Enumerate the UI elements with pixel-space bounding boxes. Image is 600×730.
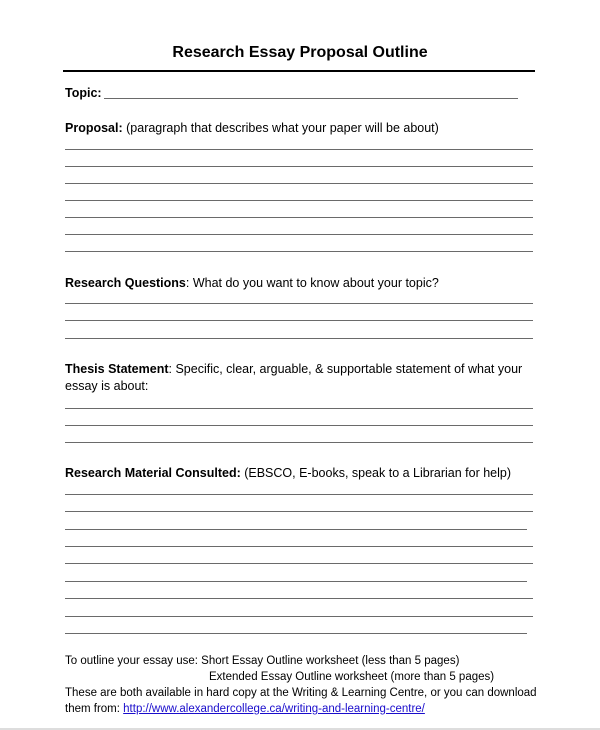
footer-line-1: To outline your essay use: Short Essay Outline worksheet (less than 5 pages) [65, 655, 460, 667]
thesis-heading: Thesis Statement: Specific, clear, arguable, & supportable statement of what your [65, 362, 523, 376]
answer-line[interactable] [65, 183, 533, 184]
answer-line[interactable] [65, 511, 533, 512]
answer-line[interactable] [65, 408, 533, 409]
questions-heading: Research Questions: What do you want to know about your topic? [65, 276, 439, 290]
answer-line[interactable] [65, 320, 533, 321]
answer-line[interactable] [65, 598, 533, 599]
footer-line-2: Extended Essay Outline worksheet (more than 5 pages) [209, 671, 495, 683]
title-divider [63, 70, 535, 72]
material-heading: Research Material Consulted: (EBSCO, E-books, speak to a Librarian for help) [65, 466, 512, 480]
answer-line[interactable] [65, 529, 527, 530]
answer-line[interactable] [65, 581, 527, 582]
writing-centre-link[interactable]: http://www.alexandercollege.ca/writing-and-learning-centre/ [123, 703, 425, 715]
proposal-heading: Proposal: (paragraph that describes what your paper will be about) [65, 121, 439, 135]
answer-line[interactable] [65, 338, 533, 339]
answer-line[interactable] [65, 149, 533, 150]
topic-line[interactable] [104, 98, 518, 99]
answer-line[interactable] [65, 166, 533, 167]
answer-line[interactable] [65, 563, 533, 564]
answer-line[interactable] [65, 303, 533, 304]
topic-label: Topic: [65, 86, 102, 100]
answer-line[interactable] [65, 234, 533, 235]
page-title: Research Essay Proposal Outline [172, 44, 428, 61]
answer-line[interactable] [65, 633, 527, 634]
answer-line[interactable] [65, 200, 533, 201]
answer-line[interactable] [65, 425, 533, 426]
thesis-heading-cont: essay is about: [65, 379, 149, 393]
answer-line[interactable] [65, 494, 533, 495]
answer-line[interactable] [65, 217, 533, 218]
answer-line[interactable] [65, 616, 533, 617]
footer-line-4: them from: http://www.alexandercollege.ca/writing-and-learning-centre/ [65, 703, 425, 715]
answer-line[interactable] [65, 251, 533, 252]
answer-line[interactable] [65, 546, 533, 547]
answer-line[interactable] [65, 442, 533, 443]
footer-line-3: These are both available in hard copy at the Writing & Learning Centre, or you can download [65, 687, 537, 699]
